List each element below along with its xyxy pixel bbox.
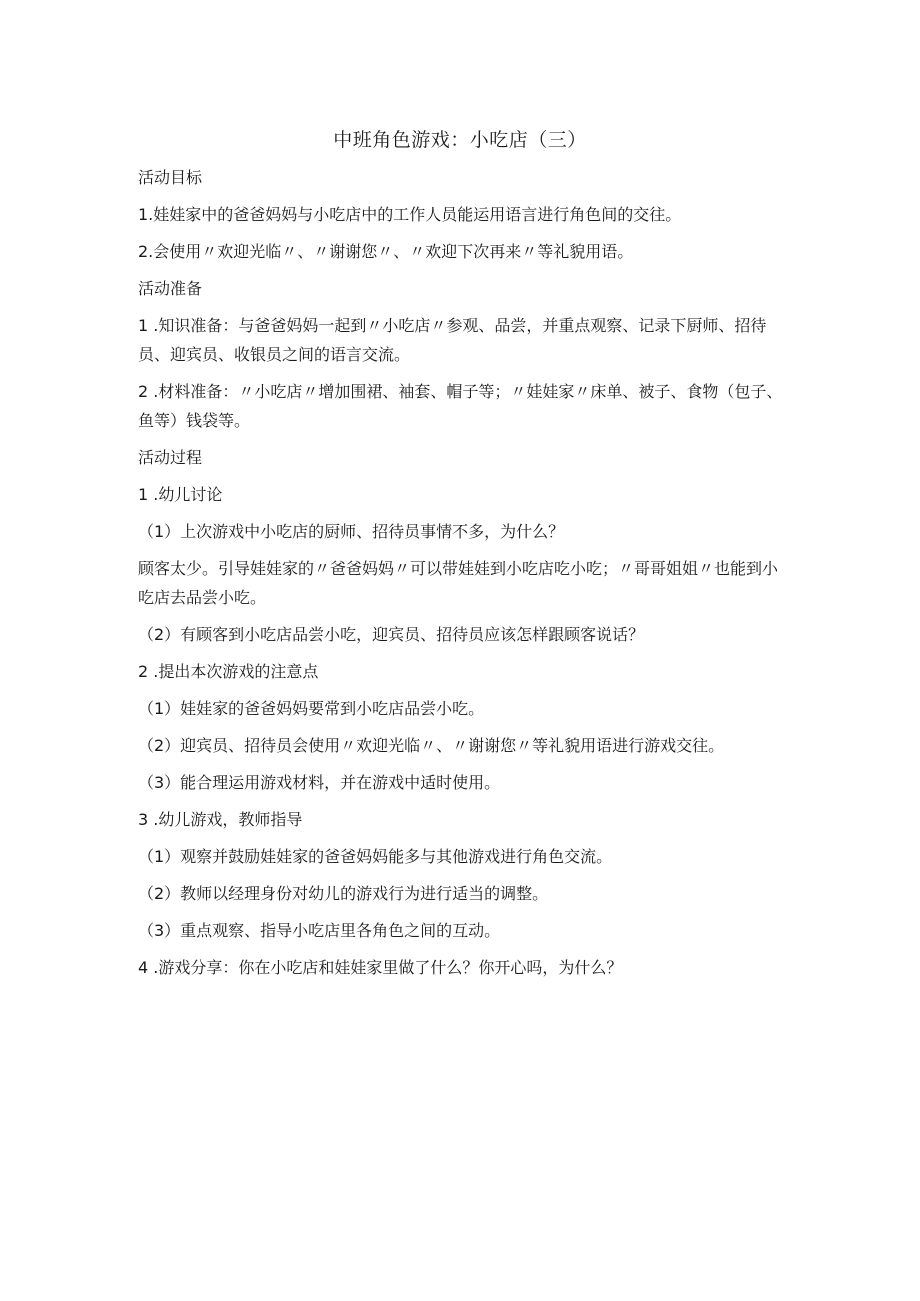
process-step-2-item-2: （2）迎宾员、招待员会使用〃欢迎光临〃、〃谢谢您〃等礼貌用语进行游戏交往。 xyxy=(138,736,725,755)
preparation-item-1: 1 .知识准备：与爸爸妈妈一起到〃小吃店〃参观、品尝，并重点观察、记录下厨师、招待员、迎宾员、收银员之间的语言交流。 xyxy=(138,316,767,364)
process-step-1-question-2: （2）有顾客到小吃店品尝小吃，迎宾员、招待员应该怎样跟顾客说话？ xyxy=(138,625,645,644)
process-step-3: 3 .幼儿游戏，教师指导 xyxy=(138,810,303,829)
process-step-2-item-1: （1）娃娃家的爸爸妈妈要常到小吃店品尝小吃。 xyxy=(138,699,485,718)
process-step-3-item-2: （2）教师以经理身份对幼儿的游戏行为进行适当的调整。 xyxy=(138,884,549,903)
goal-item-2: 2.会使用〃欢迎光临〃、〃谢谢您〃、〃欢迎下次再来〃等礼貌用语。 xyxy=(138,242,634,261)
goal-item-1: 1.娃娃家中的爸爸妈妈与小吃店中的工作人员能运用语言进行角色间的交往。 xyxy=(138,205,682,224)
document-title: 中班角色游戏：小吃店（三） xyxy=(333,129,587,151)
process-step-1: 1 .幼儿讨论 xyxy=(138,485,223,504)
section-heading-goals: 活动目标 xyxy=(138,168,203,187)
process-step-1-question-1: （1）上次游戏中小吃店的厨师、招待员事情不多，为什么？ xyxy=(138,522,565,541)
process-step-2: 2 .提出本次游戏的注意点 xyxy=(138,662,319,681)
process-step-2-item-3: （3）能合理运用游戏材料，并在游戏中适时使用。 xyxy=(138,773,501,792)
process-step-1-answer-1: 顾客太少。引导娃娃家的〃爸爸妈妈〃可以带娃娃到小吃店吃小吃；〃哥哥姐姐〃也能到小吃店去品尝小吃。 xyxy=(138,559,779,607)
preparation-item-2: 2 .材料准备：〃小吃店〃增加围裙、袖套、帽子等；〃娃娃家〃床单、被子、食物（包子、鱼等）钱袋等。 xyxy=(138,382,783,430)
section-heading-preparation: 活动准备 xyxy=(138,279,203,298)
document-body xyxy=(138,163,790,990)
process-step-3-item-3: （3）重点观察、指导小吃店里各角色之间的互动。 xyxy=(138,921,501,940)
process-step-4: 4 .游戏分享：你在小吃店和娃娃家里做了什么？你开心吗，为什么？ xyxy=(138,958,623,977)
section-heading-process: 活动过程 xyxy=(138,448,203,467)
process-step-3-item-1: （1）观察并鼓励娃娃家的爸爸妈妈能多与其他游戏进行角色交流。 xyxy=(138,847,613,866)
